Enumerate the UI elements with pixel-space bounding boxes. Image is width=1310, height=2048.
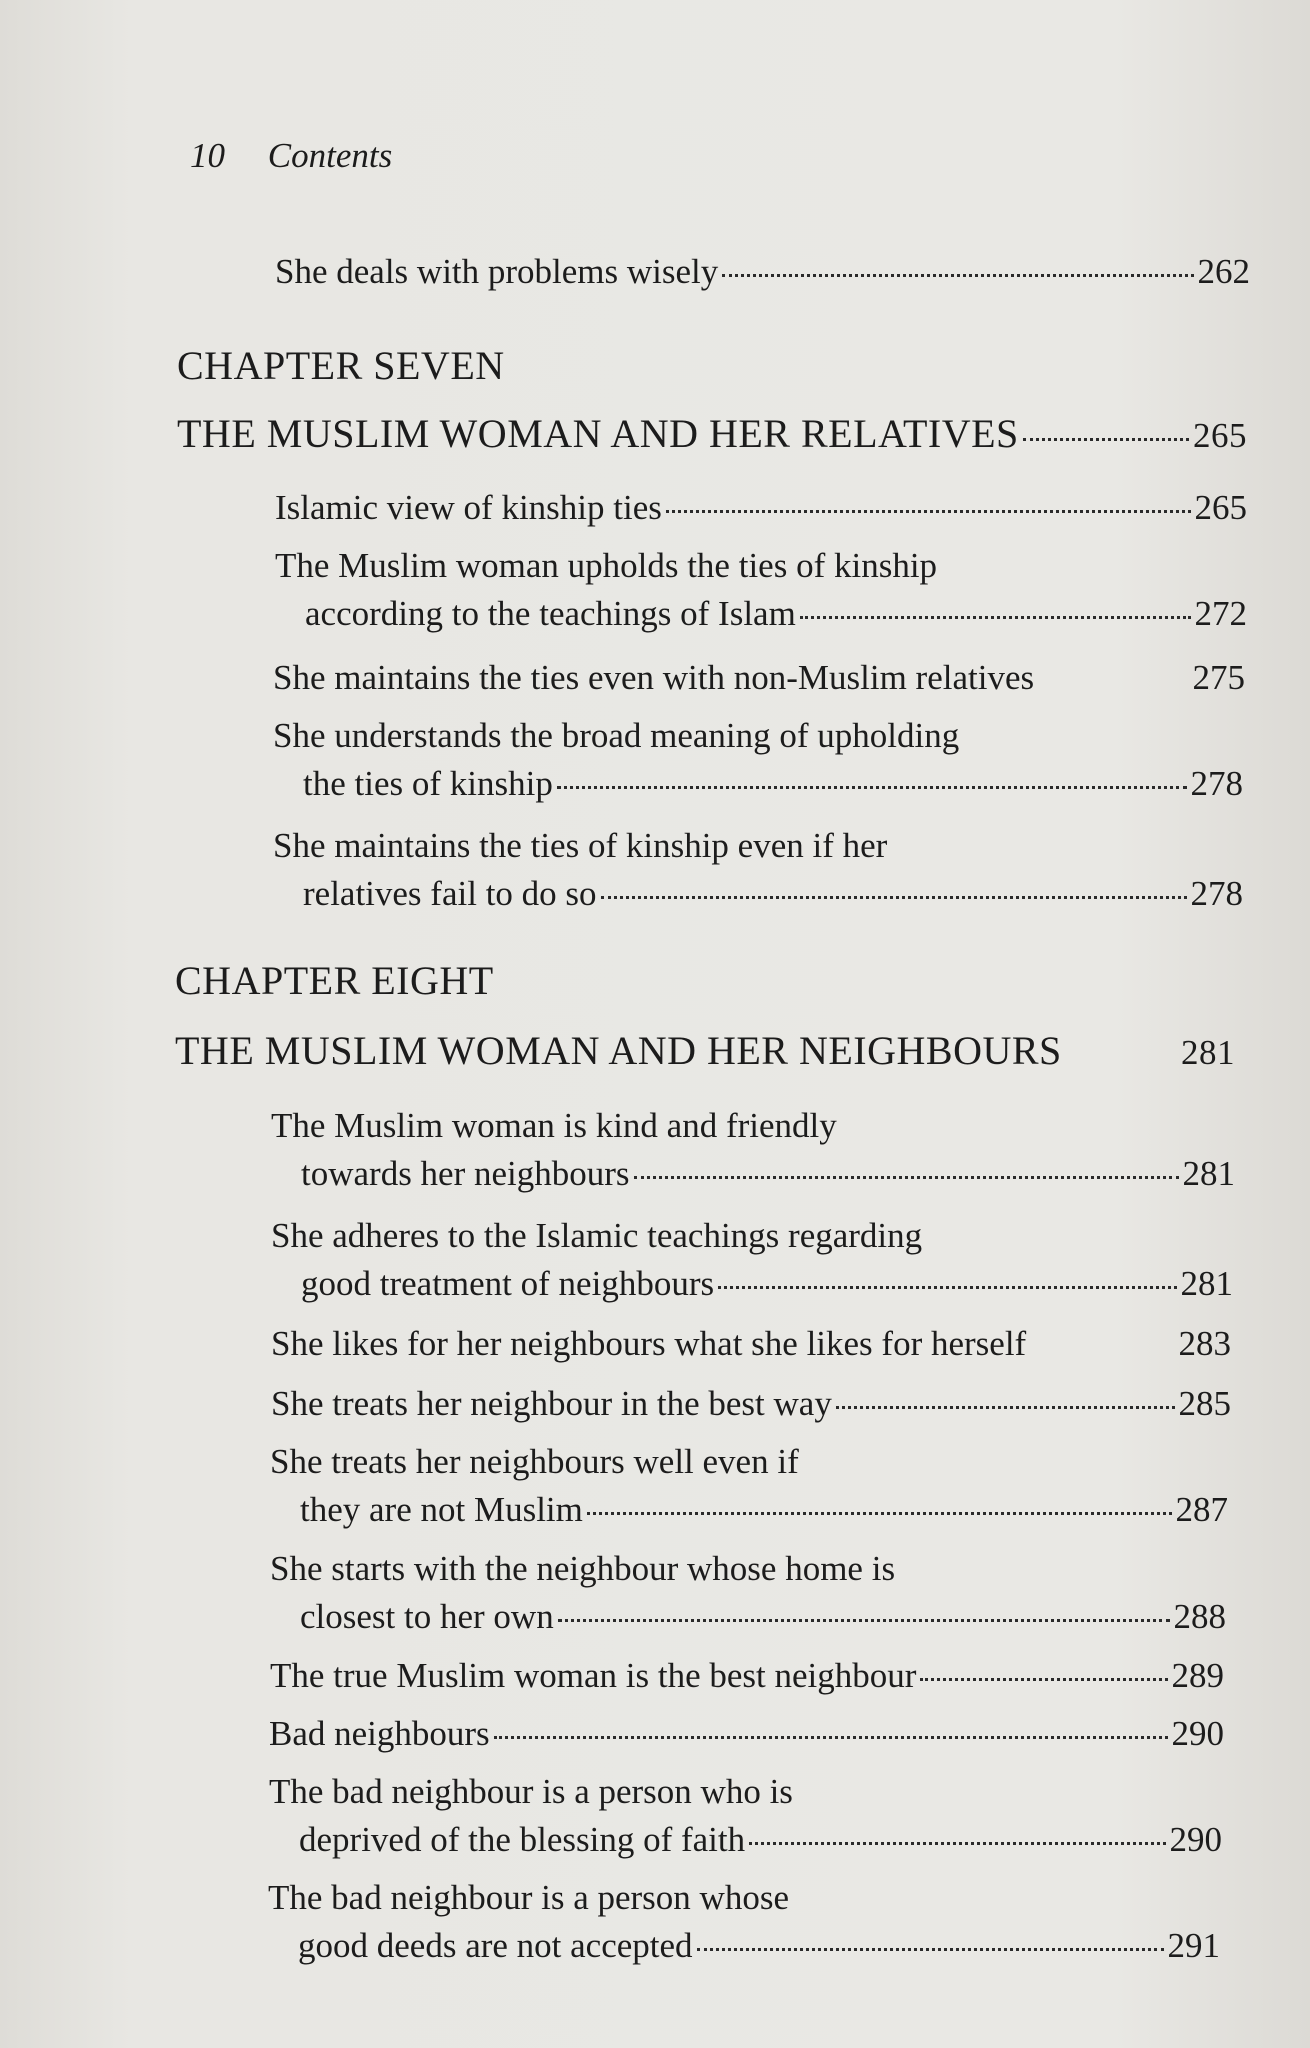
dot-leader <box>587 1511 1172 1515</box>
toc-entry-page: 278 <box>1190 874 1243 913</box>
toc-entry-page: 262 <box>1197 252 1250 291</box>
toc-entry-page: 283 <box>1178 1324 1231 1363</box>
toc-entry-page: 265 <box>1194 488 1247 527</box>
toc-entry-title: The bad neighbour is a person who is <box>269 1772 793 1811</box>
toc-entry-page: 288 <box>1173 1597 1226 1636</box>
dot-leader <box>634 1175 1179 1179</box>
chapter-heading <box>177 410 1247 457</box>
dot-leader <box>601 895 1187 899</box>
toc-entry <box>273 654 1245 702</box>
toc-entry-title: She likes for her neighbours what she likes for herself <box>271 1324 1027 1363</box>
toc-entry-title: She starts with the neighbour whose home is <box>270 1549 896 1588</box>
dot-leader <box>557 785 1187 789</box>
chapter-heading <box>175 1027 1235 1074</box>
toc-entry-page: 275 <box>1192 658 1245 697</box>
toc-entry <box>271 1320 1231 1368</box>
dot-leader <box>749 1841 1165 1845</box>
dot-leader <box>697 1947 1164 1951</box>
toc-entry-page: 290 <box>1171 1714 1224 1753</box>
dot-leader <box>800 615 1191 619</box>
toc-entry-title-continued: they are not Muslim <box>300 1490 583 1529</box>
toc-entry-page: 291 <box>1167 1926 1220 1965</box>
chapter-label: CHAPTER EIGHT <box>175 958 494 1003</box>
chapter-page: 281 <box>1181 1033 1235 1072</box>
toc-entry-title: She treats her neighbour in the best way <box>271 1384 832 1423</box>
toc-entry-page: 281 <box>1182 1154 1235 1193</box>
toc-entry-title: The Muslim woman upholds the ties of kinship <box>275 546 938 585</box>
toc-entry-title-continued: closest to her own <box>300 1597 554 1636</box>
toc-entry-title-continued: the ties of kinship <box>303 764 553 803</box>
dot-leader <box>1023 437 1189 441</box>
toc-entry-page: 281 <box>1180 1264 1233 1303</box>
dot-leader <box>718 1285 1176 1289</box>
toc-entry-title: The true Muslim woman is the best neighbour <box>270 1656 917 1695</box>
toc-entry-page: 289 <box>1171 1656 1224 1695</box>
toc-entry-title: The bad neighbour is a person whose <box>268 1878 789 1917</box>
toc-entry-title: Bad neighbours <box>269 1714 490 1753</box>
toc-entry-page: 287 <box>1175 1490 1228 1529</box>
chapter-page: 265 <box>1193 416 1247 455</box>
toc-entry-title-continued: relatives fail to do so <box>303 874 597 913</box>
toc-entry <box>273 822 1243 918</box>
toc-entry-title-continued: deprived of the blessing of faith <box>299 1820 746 1859</box>
toc-entry-title-continued: good treatment of neighbours <box>301 1264 715 1303</box>
toc-entry-title: She understands the broad meaning of upholding <box>273 716 960 755</box>
toc-entry <box>268 1874 1220 1970</box>
dot-leader <box>920 1677 1167 1681</box>
dot-leader <box>494 1735 1168 1739</box>
chapter-label: CHAPTER SEVEN <box>177 343 505 388</box>
toc-entry-title: The Muslim woman is kind and friendly <box>271 1106 837 1145</box>
toc-entry <box>271 1380 1231 1428</box>
toc-entry-title: She maintains the ties of kinship even if her <box>273 826 888 865</box>
toc-entry <box>275 484 1247 532</box>
toc-entry <box>271 1212 1233 1308</box>
toc-entry <box>269 1710 1224 1758</box>
toc-entry-title: She deals with problems wisely <box>275 252 719 291</box>
running-header <box>190 136 392 176</box>
toc-entry <box>275 248 1250 296</box>
toc-entry <box>271 1102 1235 1198</box>
page-number: 10 <box>190 136 225 175</box>
chapter-title: THE MUSLIM WOMAN AND HER RELATIVES <box>177 411 1019 456</box>
toc-entry <box>273 712 1243 808</box>
running-title: Contents <box>267 136 393 175</box>
dot-leader <box>722 273 1193 277</box>
toc-entry-title: Islamic view of kinship ties <box>275 488 662 527</box>
dot-leader <box>558 1618 1170 1622</box>
toc-entry-page: 272 <box>1194 594 1247 633</box>
toc-entry-page: 290 <box>1169 1820 1222 1859</box>
toc-entry-page: 278 <box>1190 764 1243 803</box>
dot-leader <box>666 509 1191 513</box>
toc-entry-page: 285 <box>1178 1384 1231 1423</box>
toc-entry <box>270 1438 1228 1534</box>
toc-entry <box>270 1652 1224 1700</box>
toc-entry-title: She treats her neighbours well even if <box>270 1442 799 1481</box>
toc-entry-title-continued: according to the teachings of Islam <box>305 594 796 633</box>
toc-entry <box>275 542 1247 638</box>
toc-entry-title: She maintains the ties even with non-Muslim relatives <box>273 658 1035 697</box>
toc-entry <box>269 1768 1222 1864</box>
toc-entry-title-continued: good deeds are not accepted <box>298 1926 693 1965</box>
dot-leader <box>836 1405 1175 1409</box>
chapter-title: THE MUSLIM WOMAN AND HER NEIGHBOURS <box>175 1028 1062 1073</box>
toc-entry-title-continued: towards her neighbours <box>301 1154 630 1193</box>
toc-entry-title: She adheres to the Islamic teachings regarding <box>271 1216 923 1255</box>
toc-entry <box>270 1545 1226 1641</box>
